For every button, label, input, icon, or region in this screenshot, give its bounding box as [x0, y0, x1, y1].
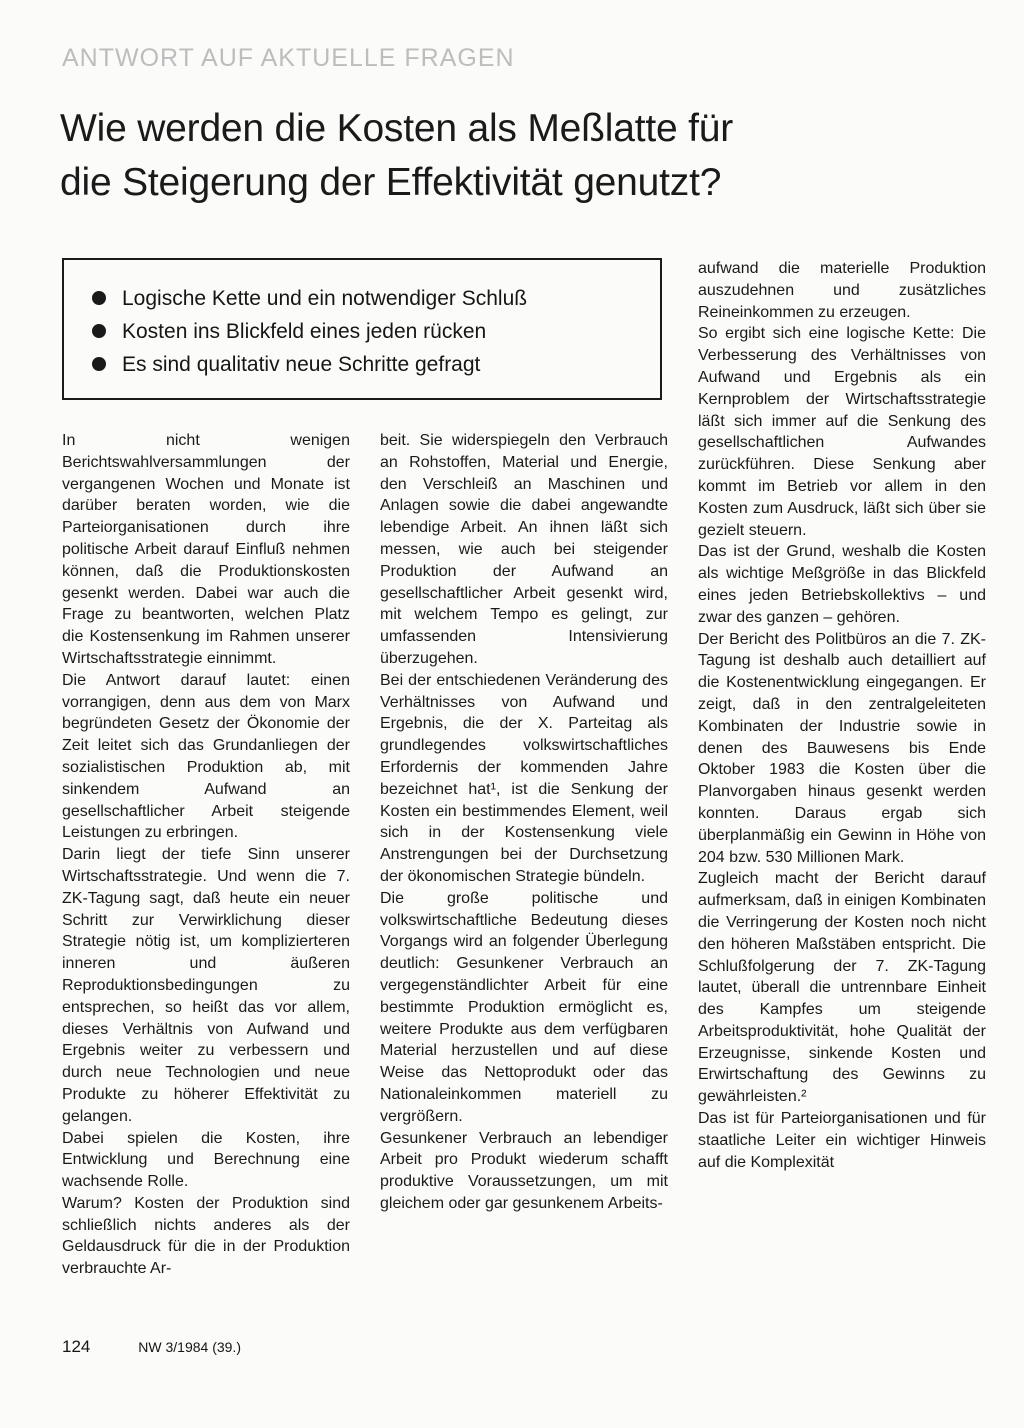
highlight-text: Logische Kette und ein notwendiger Schluß [122, 287, 528, 310]
paragraph: So ergibt sich eine logische Kette: Die Verbesserung des Verhältnisses von Aufwand und Ergebnis als ein Kernproblem der Wirtschaftsstrategie läßt sich immer auf die Senkung des gesellschaftlichen Aufwandes zurückführen. Diese Senkung aber kommt im Betrieb vor allem in den Kosten zum Ausdruck, läßt sich über sie gezielt steuern. [698, 325, 986, 539]
bullet-icon [92, 291, 106, 305]
bullet-icon [92, 324, 106, 338]
text-column-1 [62, 430, 350, 1280]
paragraph: Bei der entschiedenen Veränderung des Verhältnisses von Aufwand und Ergebnis, die der X. Parteitag als grundlegendes volkswirtschaftliches Erfordernis der kommenden Jahre bezeichnet hat¹, ist die Senkung der Kosten ein bestimmendes Element, weil sich in der Kostensenkung viele Anstrengungen bei der Durchsetzung der ökonomischen Strategie bündeln. [380, 671, 668, 885]
paragraph: aufwand die materielle Produktion auszudehnen und zusätzliches Reineinkommen zu erzeugen. [698, 260, 986, 321]
page-title [60, 102, 960, 210]
text-column-3 [698, 258, 986, 1173]
paragraph: In nicht wenigen Berichtswahlversammlungen der vergangenen Wochen und Monate ist darüber beraten worden, wie die Parteiorganisationen durch ihre politische Arbeit darauf Einfluß nehmen können, daß die Produktionskosten gesenkt werden. Dabei war auch die Frage zu beantworten, welchen Platz die Kostensenkung im Rahmen unserer Wirtschaftsstrategie einnimmt. [62, 432, 350, 667]
highlight-text: Es sind qualitativ neue Schritte gefragt [122, 353, 481, 376]
highlight-text: Kosten ins Blickfeld eines jeden rücken [122, 320, 487, 343]
paragraph: Die große politische und volkswirtschaftliche Bedeutung dieses Vorgangs wird an folgender Überlegung deutlich: Gesunkener Verbrauch an vergegenständlichter Arbeit für eine bestimmte Produktion ermöglicht es, weitere Produkte aus dem verfügbaren Material herzustellen und auf diese Weise das Nettoprodukt oder das Nationaleinkommen materiell zu vergrößern. [380, 889, 668, 1125]
paragraph: Das ist der Grund, weshalb die Kosten als wichtige Meßgröße in das Blickfeld eines jeden Betriebskollektivs – und zwar des ganzen – gehören. [698, 543, 986, 626]
paragraph: beit. Sie widerspiegeln den Verbrauch an Rohstoffen, Material und Energie, den Verschleiß an Maschinen und Anlagen sowie die dabei angewandte lebendige Arbeit. An ihnen läßt sich messen, wie auch bei steigender Produktion der Aufwand an gesellschaftlicher Arbeit gesenkt wird, mit welchem Tempo es gelingt, zur umfassenden Intensivierung überzugehen. [380, 432, 668, 667]
kicker: ANTWORT AUF AKTUELLE FRAGEN [62, 44, 515, 72]
title-line-1: Wie werden die Kosten als Meßlatte für [60, 107, 734, 150]
paragraph: Zugleich macht der Bericht darauf aufmerksam, daß in einigen Kombinaten die Verringerung der Kosten noch nicht den höheren Maßstäben entspricht. Die Schlußfolgerung der 7. ZK-Tagung lautet, überall die untrennbare Einheit des Kampfes um steigende Arbeitsproduktivität, hohe Qualität der Erzeugnisse, sinkende Kosten und Erwirtschaftung des Gewinns zu gewährleisten.² [698, 870, 986, 1106]
page-number: 124 [62, 1337, 91, 1356]
title-line-2: die Steigerung der Effektivität genutzt? [60, 161, 722, 204]
paragraph: Gesunkener Verbrauch an lebendiger Arbeit pro Produkt wiederum schafft produktive Voraussetzungen, um mit gleichem oder gar gesunkenem Arbeits- [380, 1129, 668, 1212]
page-footer [62, 1337, 241, 1357]
text-column-2 [380, 430, 668, 1215]
issue-label: NW 3/1984 (39.) [138, 1339, 241, 1355]
bullet-icon [92, 357, 106, 371]
highlight-box [62, 258, 662, 400]
paragraph: Warum? Kosten der Produktion sind schließlich nichts anderes als der Geldausdruck für die in der Produktion verbrauchte Ar- [62, 1194, 350, 1278]
highlight-item [92, 282, 660, 315]
highlight-item [92, 315, 660, 348]
paragraph: Darin liegt der tiefe Sinn unserer Wirtschaftsstrategie. Und wenn die 7. ZK-Tagung sagt, daß heute ein neuer Schritt zur Verwirklichung dieser Strategie nötig ist, um komplizierteren inneren und äußeren Reproduktionsbedingungen zu entsprechen, so heißt das vor allem, dieses Verhältnis von Aufwand und Ergebnis weiter zu verbessern und durch neue Technologien und neue Produkte zu höherer Effektivität zu gelangen. [62, 846, 350, 1125]
highlight-list [64, 260, 660, 381]
paragraph: Die Antwort darauf lautet: einen vorrangigen, denn aus dem von Marx begründeten Gesetz der Ökonomie der Zeit leitet sich das Grundanliegen der sozialistischen Produktion ab, mit sinkendem Aufwand an gesellschaftlicher Arbeit steigende Leistungen zu erbringen. [62, 671, 350, 842]
paragraph: Das ist für Parteiorganisationen und für staatliche Leiter ein wichtiger Hinweis auf die Komplexität [698, 1110, 986, 1171]
highlight-item [92, 348, 660, 381]
paragraph: Der Bericht des Politbüros an die 7. ZK-Tagung ist deshalb auch detailliert auf die Kostenentwicklung eingegangen. Er zeigt, daß in den zentralgeleiteten Kombinaten der Industrie sowie in denen des Bauwesens bis Ende Oktober 1983 die Kosten über die Planvorgaben hinaus gesenkt werden konnten. Daraus ergab sich überplanmäßig ein Gewinn in Höhe von 204 bzw. 530 Millionen Mark. [698, 630, 986, 866]
paragraph: Dabei spielen die Kosten, ihre Entwicklung und Berechnung eine wachsende Rolle. [62, 1129, 350, 1191]
